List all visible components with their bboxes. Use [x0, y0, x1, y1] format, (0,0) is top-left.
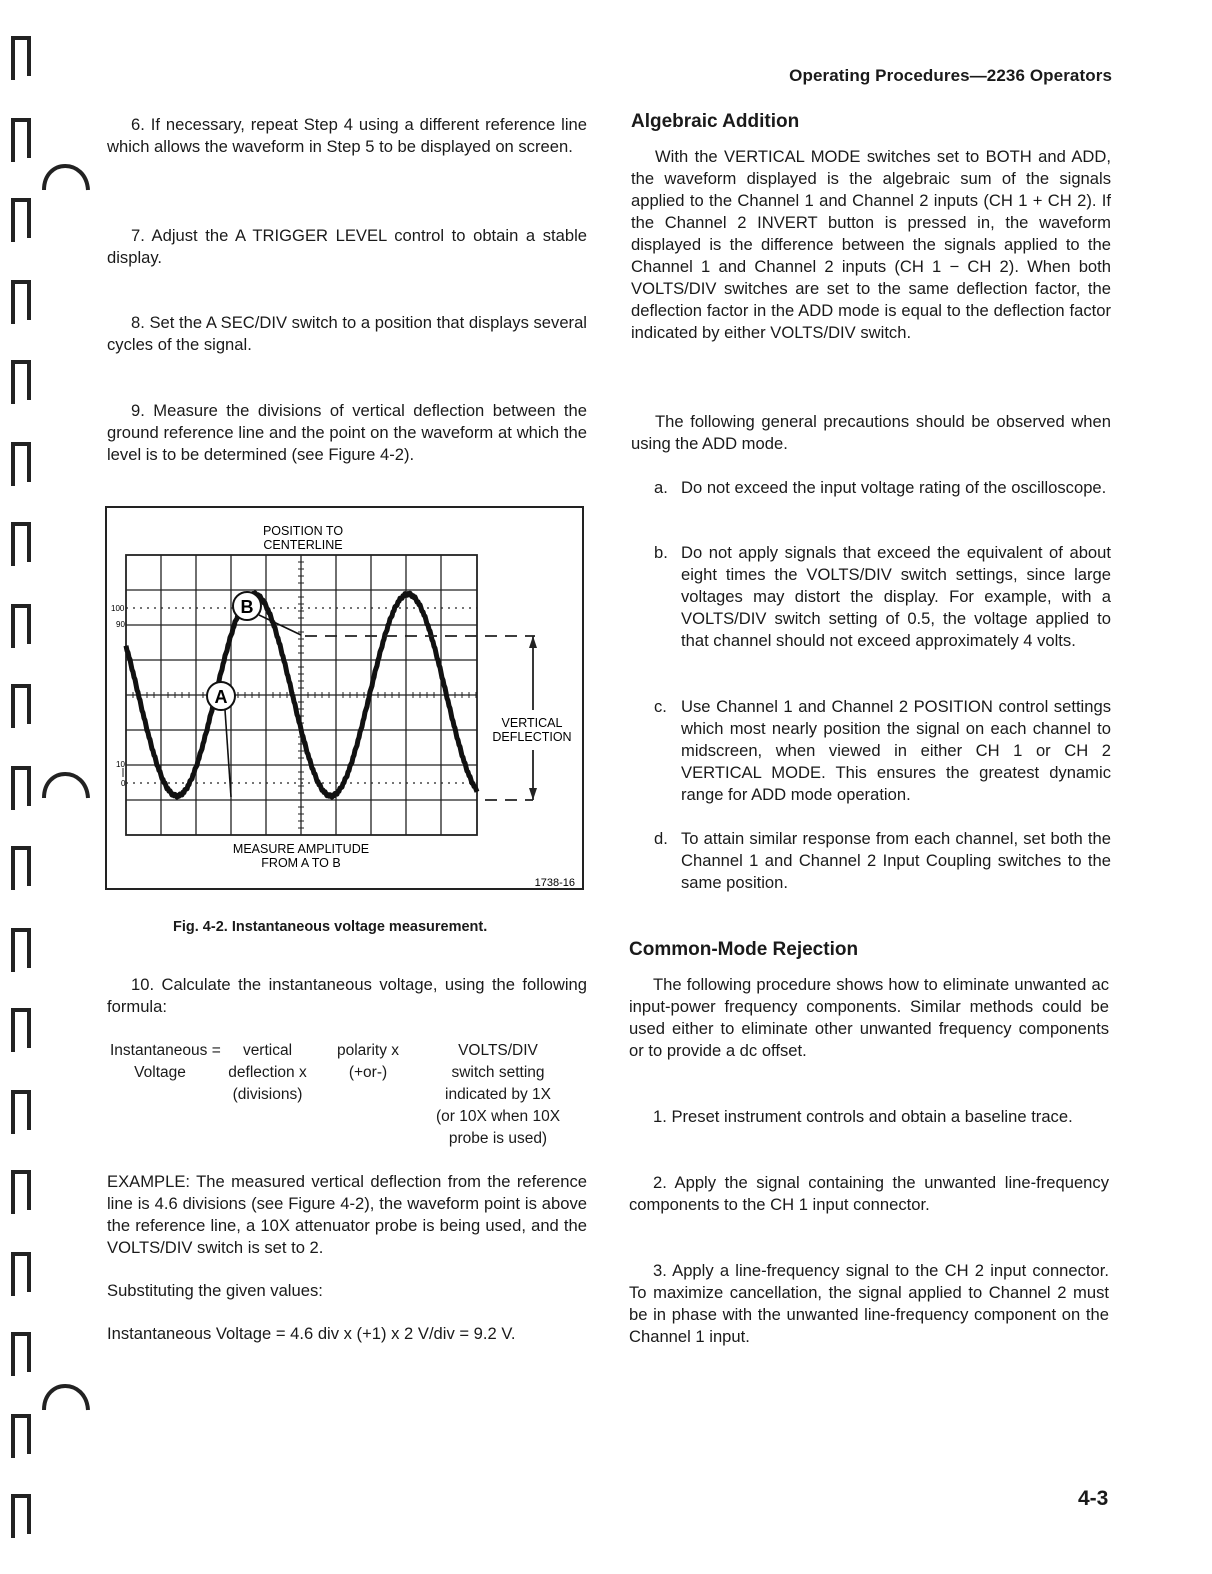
binder-bars-icon — [9, 28, 35, 1548]
precaution-b: b. Do not apply signals that exceed the equivalent of about eight times the VOLTS/DIV switch settings, since large voltages may distort the display. For example, with a VOLTS/DIV switch setting of 0.5, the voltage applied to that channel should not exceed approximately 4 volts. — [654, 543, 1111, 650]
formula-volts-div: VOLTS/DIV switch setting indicated by 1X (or 10X when 10X probe is used) — [435, 1042, 561, 1147]
step-8 — [107, 312, 587, 356]
algebraic-para-1-text: With the VERTICAL MODE switches set to BOTH and ADD, the waveform displayed is the algebraic sum of the signals applied to the Channel 1 and Channel 2 inputs (CH 1 + CH 2). If the Channel 2 INVERT button is pressed in, the waveform displayed is the difference between the signals applied to the Channel 1 and Channel 2 inputs (CH 1 − CH 2). When both VOLTS/DIV switches are set to the same deflection factor, the deflection factor in the ADD mode is equal to the deflection factor indicated by either VOLTS/DIV switch. — [631, 147, 1111, 342]
binder-ring-icon — [36, 150, 96, 200]
figure-caption: Fig. 4-2. Instantaneous voltage measurement. — [173, 919, 488, 935]
marker-a-label: A — [214, 687, 228, 707]
precaution-d: d. To attain similar response from each channel, set both the Channel 1 and Channel 2 Input Coupling switches to the same position. — [654, 829, 1111, 892]
step-9 — [107, 400, 587, 466]
label-centerline: CENTERLINE — [263, 538, 343, 552]
step-6-text: 6. If necessary, repeat Step 4 using a different reference line which allows the waveform in Step 5 to be displayed on screen. — [107, 115, 587, 156]
step-7 — [107, 225, 587, 269]
step-10-text: 10. Calculate the instantaneous voltage, using the following formula: — [107, 975, 587, 1016]
marker-b-label: B — [240, 597, 254, 617]
scale-0-label: 0 — [121, 779, 126, 788]
step-6 — [107, 114, 587, 158]
result-equation: Instantaneous Voltage = 4.6 div x (+1) x 2 V/div = 9.2 V. — [107, 1324, 516, 1343]
cm-step-3 — [629, 1260, 1109, 1348]
example-paragraph: EXAMPLE: The measured vertical deflection from the reference line is 4.6 divisions (see Figure 4-2), the waveform point is above the reference line, a 10X attenuator probe is being used, and the VOLTS/DIV switch is set to 2. — [107, 1172, 587, 1257]
page-header: Operating Procedures—2236 Operators — [789, 66, 1112, 85]
precaution-c: c. Use Channel 1 and Channel 2 POSITION control settings which most nearly position the signal on each channel to midscreen, when viewed in either CH 1 or CH 2 VERTICAL MODE. This ensures the greatest dynamic range for ADD mode operation. — [654, 697, 1111, 804]
formula-instantaneous: Instantaneous = Voltage — [110, 1042, 221, 1081]
cm-step-2 — [629, 1172, 1109, 1216]
algebraic-para-2-text: The following general precautions should be observed when using the ADD mode. — [631, 412, 1111, 453]
step-8-text: 8. Set the A SEC/DIV switch to a position that displays several cycles of the signal. — [107, 313, 587, 354]
cm-step-2-text: 2. Apply the signal containing the unwanted line-frequency components to the CH 1 input connector. — [629, 1173, 1109, 1214]
step-10 — [107, 974, 587, 1018]
common-mode-intro — [629, 974, 1109, 1062]
step-9-text: 9. Measure the divisions of vertical deflection between the ground reference line and the point on the waveform at which the level is to be determined (see Figure 4-2). — [107, 401, 587, 464]
figure-4-2 — [105, 505, 587, 893]
label-vertical: VERTICAL — [501, 716, 563, 730]
algebraic-para-2 — [631, 411, 1111, 455]
page-number: 4-3 — [1078, 1487, 1109, 1510]
binder-ring-icon — [36, 1370, 96, 1420]
cm-step-1-text: 1. Preset instrument controls and obtain a baseline trace. — [653, 1107, 1073, 1126]
cm-step-1 — [629, 1106, 1109, 1128]
scale-10-label: 10 — [116, 760, 125, 769]
scale-90-label: 90 — [116, 620, 125, 629]
cm-step-3-text: 3. Apply a line-frequency signal to the CH 2 input connector. To maximize cancellation, the signal applied to Channel 2 must be in phase with the unwanted line-frequency component on the Channel 1 input. — [629, 1261, 1109, 1346]
label-from-a-to-b: FROM A TO B — [261, 856, 341, 870]
scale-100-label: 100 — [111, 604, 125, 613]
figure-frame — [106, 507, 583, 889]
label-measure-amplitude: MEASURE AMPLITUDE — [232, 842, 370, 856]
formula-deflection: vertical deflection x (divisions) — [228, 1042, 307, 1103]
substituting-text: Substituting the given values: — [107, 1281, 323, 1300]
label-deflection: DEFLECTION — [492, 730, 572, 744]
figure-id: 1738-16 — [534, 877, 575, 889]
binder-ring-icon — [36, 758, 96, 808]
precaution-a: a. Do not exceed the input voltage rating of the oscilloscope. — [654, 478, 1107, 497]
step-7-text: 7. Adjust the A TRIGGER LEVEL control to obtain a stable display. — [107, 226, 587, 267]
label-position-to: POSITION TO — [262, 524, 344, 538]
algebraic-addition-heading: Algebraic Addition — [631, 111, 800, 132]
formula-polarity: polarity x (+or-) — [336, 1042, 400, 1081]
common-mode-heading: Common-Mode Rejection — [629, 939, 859, 960]
common-mode-intro-text: The following procedure shows how to eliminate unwanted ac input-power frequency components. Similar methods could be used either to eliminate other unwanted frequency components or to provide a dc offset. — [629, 975, 1109, 1060]
algebraic-para-1 — [631, 146, 1111, 344]
